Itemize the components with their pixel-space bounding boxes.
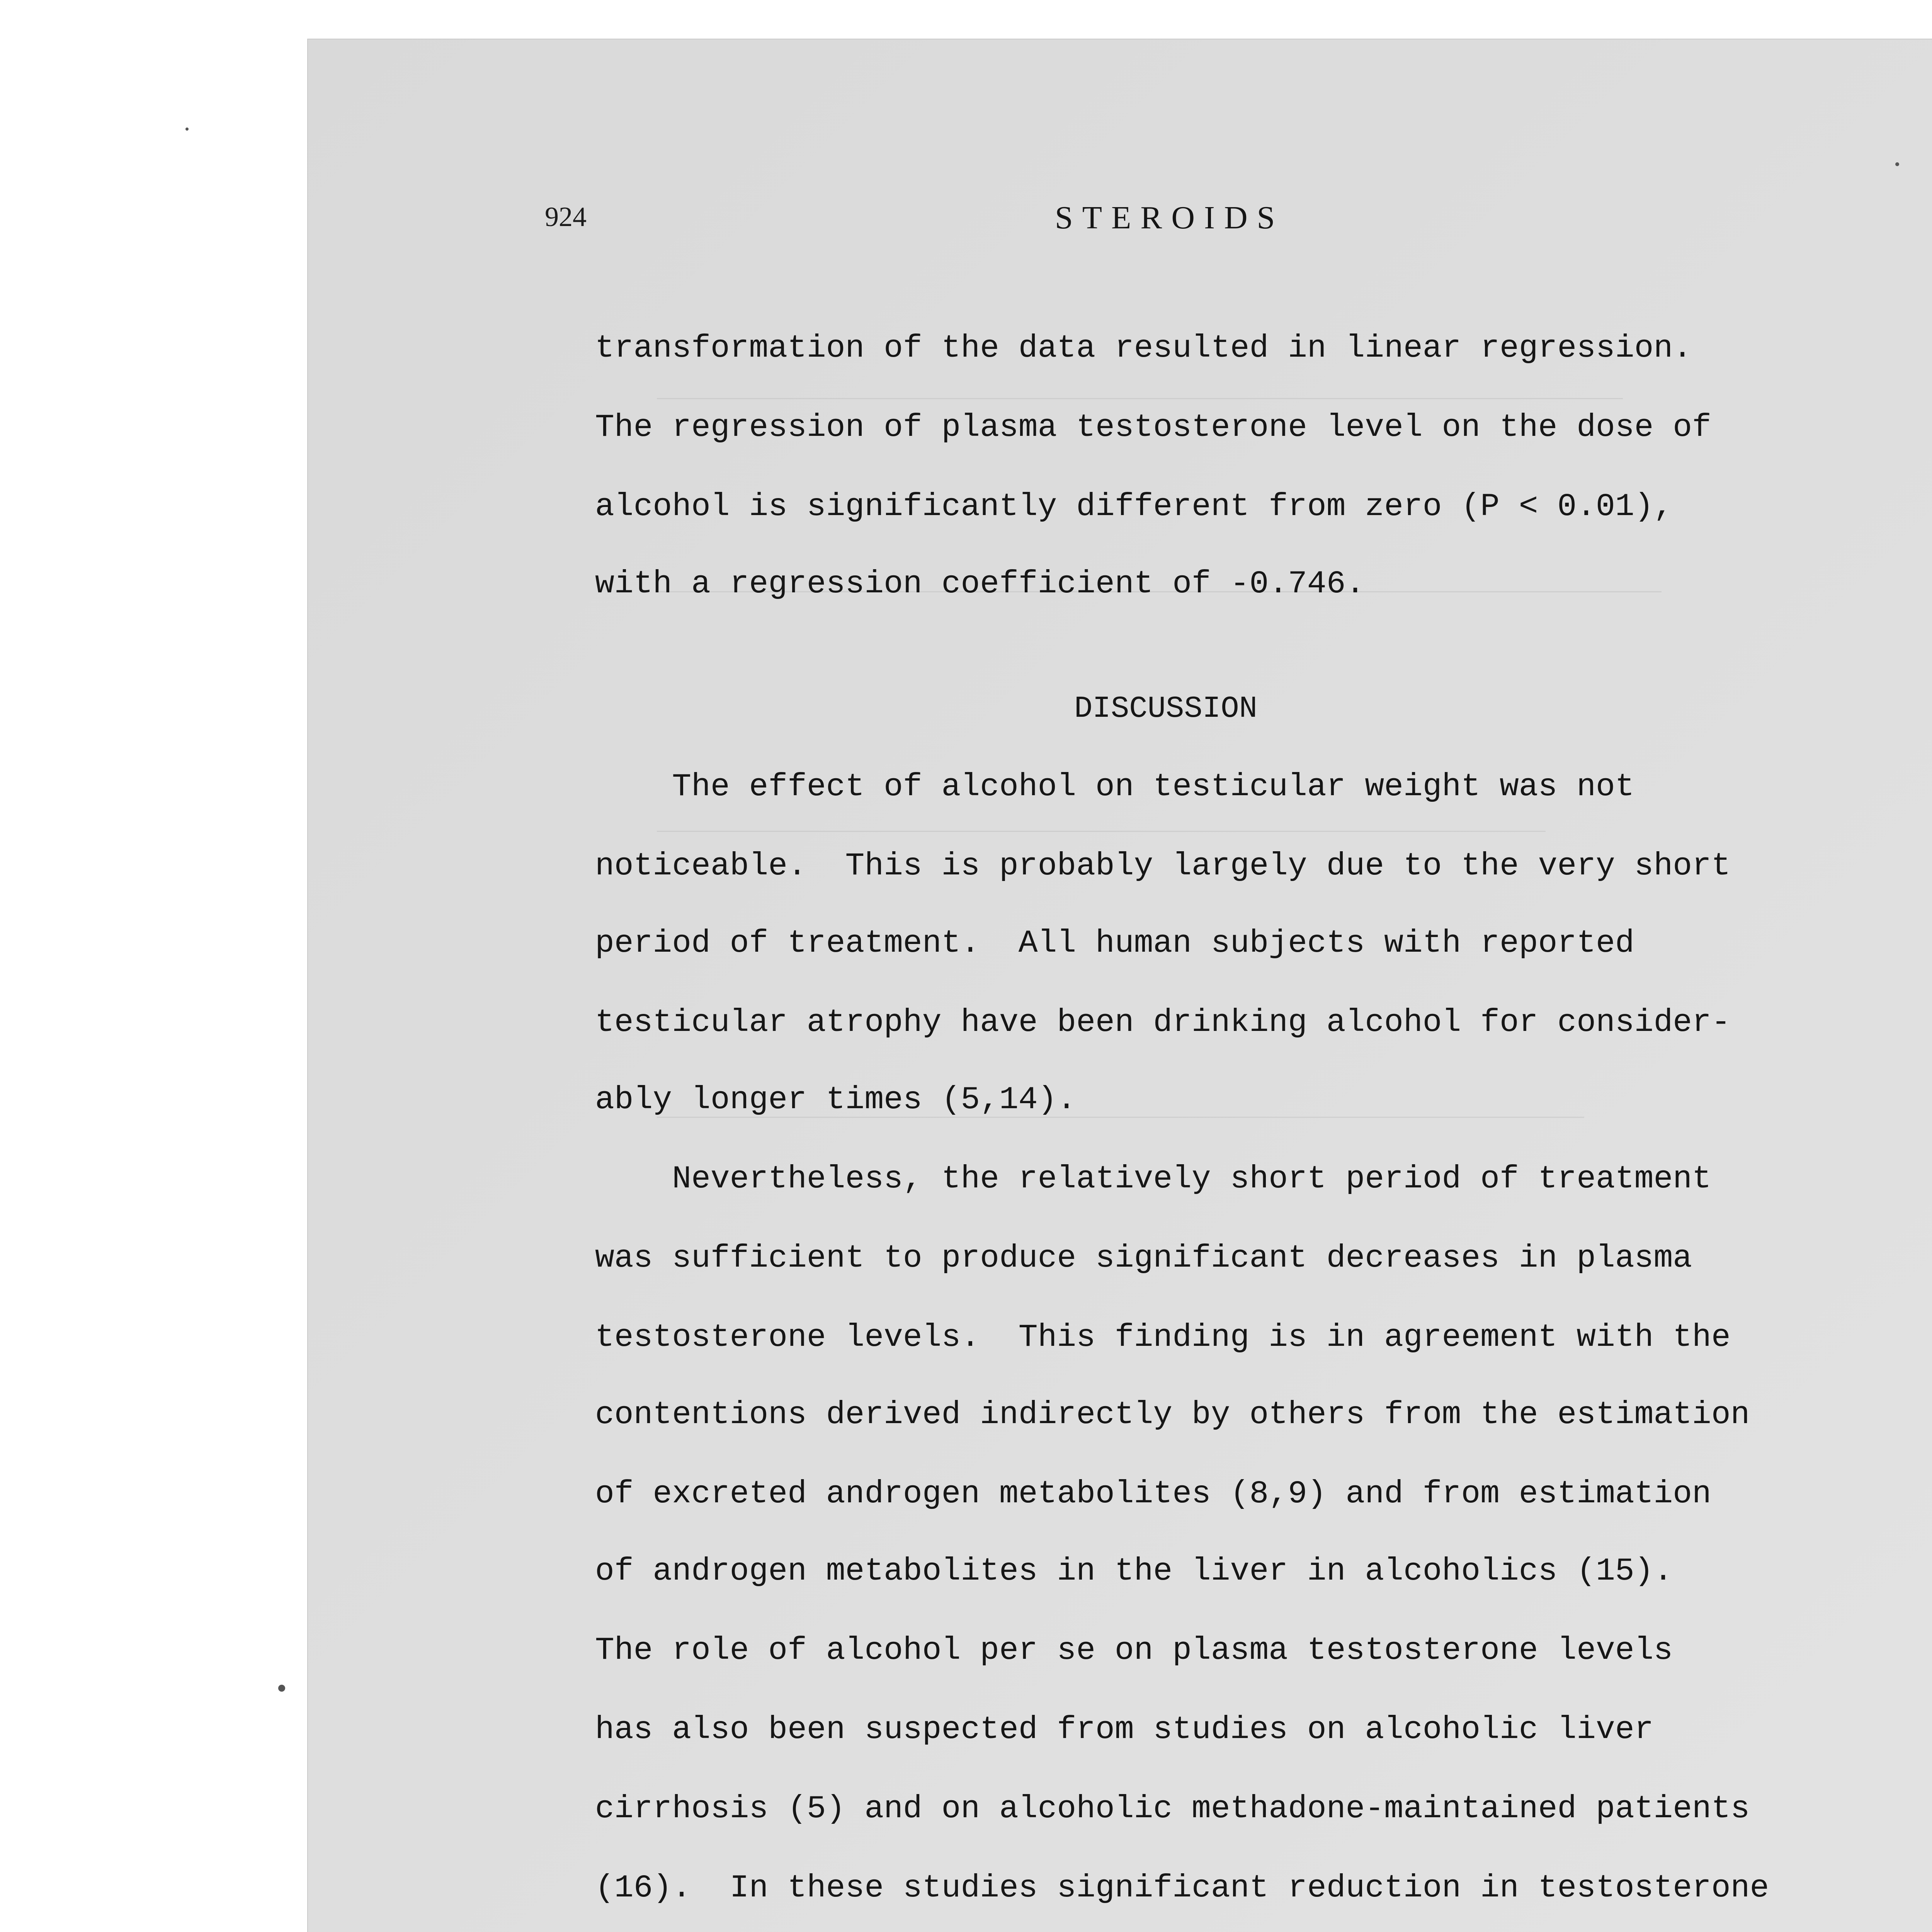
text-line: contentions derived indirectly by others from the estimation (595, 1396, 1750, 1433)
text-line: The effect of alcohol on testicular weight was not (595, 769, 1634, 805)
page-number: 924 (545, 201, 587, 232)
text-line: of excreted androgen metabolites (8,9) and from estimation (595, 1476, 1711, 1512)
text-line: ably longer times (5,14). (595, 1082, 1077, 1118)
text-line: Nevertheless, the relatively short period of treatment (595, 1161, 1711, 1197)
text-line: was sufficient to produce significant decreases in plasma (595, 1240, 1692, 1276)
text-line: of androgen metabolites in the liver in alcoholics (15). (595, 1553, 1673, 1589)
text-line: transformation of the data resulted in linear regression. (595, 330, 1692, 366)
text-line: testicular atrophy have been drinking alcohol for consider- (595, 1004, 1731, 1041)
text-line: (16). In these studies significant reduction in testosterone (595, 1870, 1769, 1906)
text-line: period of treatment. All human subjects with reported (595, 925, 1634, 961)
scan-speck (278, 1685, 285, 1692)
scan-speck (185, 128, 189, 131)
journal-title: STEROIDS (1055, 200, 1284, 236)
text-line: The regression of plasma testosterone level on the dose of (595, 409, 1711, 446)
section-heading: DISCUSSION (1074, 691, 1258, 726)
bleed-through-mark (657, 398, 1623, 399)
text-line: alcohol is significantly different from zero (P < 0.01), (595, 488, 1673, 525)
text-line: noticeable. This is probably largely due to the very short (595, 848, 1731, 884)
text-line: has also been suspected from studies on alcoholic liver (595, 1711, 1654, 1748)
text-line: cirrhosis (5) and on alcoholic methadone-maintained patients (595, 1791, 1750, 1827)
scan-speck (1895, 162, 1899, 166)
text-line: The role of alcohol per se on plasma testosterone levels (595, 1632, 1673, 1668)
bleed-through-mark (657, 831, 1546, 832)
text-line: testosterone levels. This finding is in agreement with the (595, 1319, 1731, 1355)
text-line: with a regression coefficient of -0.746. (595, 566, 1365, 602)
